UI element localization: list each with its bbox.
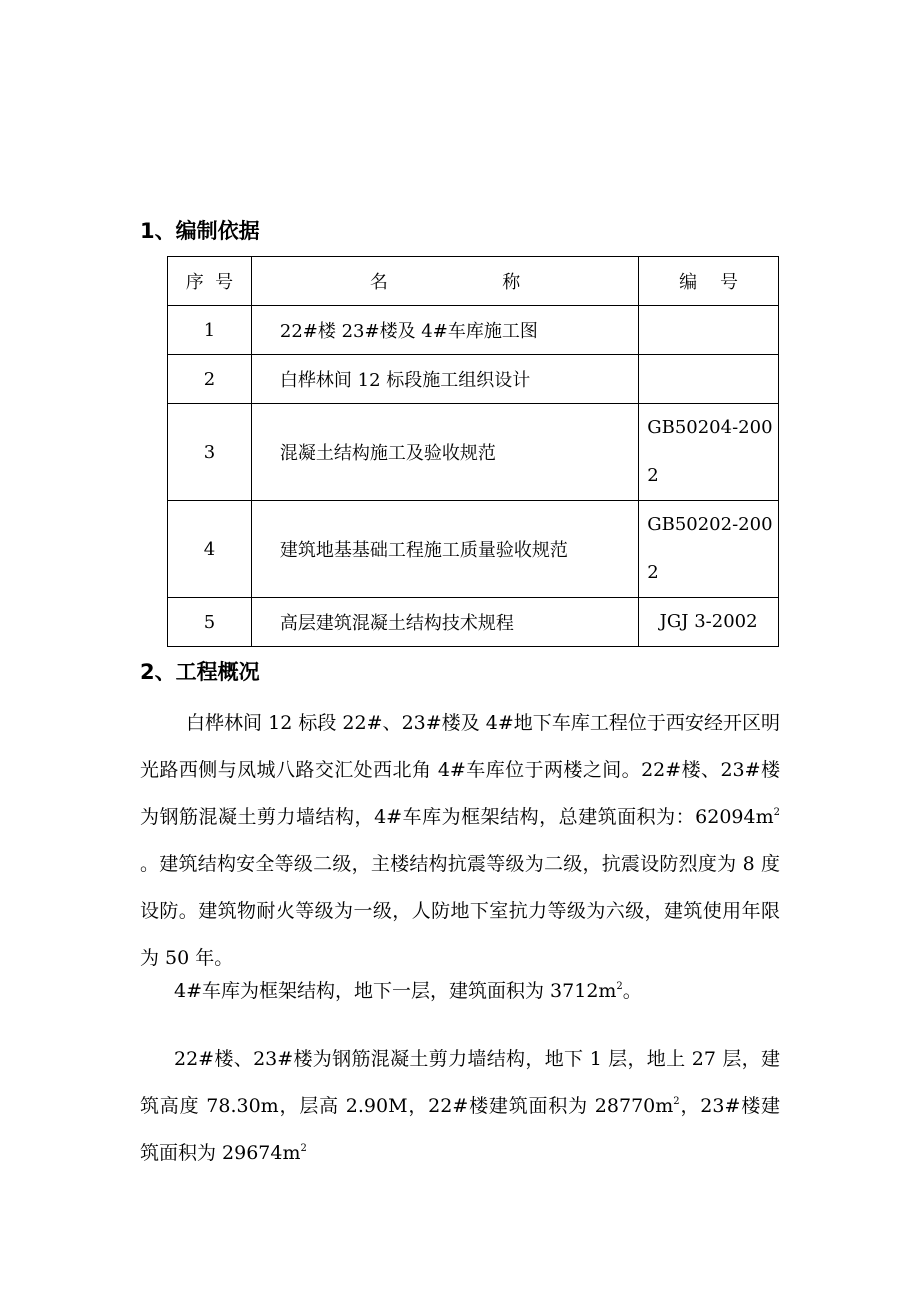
superscript: 2	[673, 1096, 680, 1107]
header-no: 序 号	[168, 257, 252, 306]
row-name: 混凝土结构施工及验收规范	[251, 404, 638, 501]
row-code: GB50204-2002	[639, 404, 779, 501]
garage-text-tail: 。	[622, 980, 642, 1002]
row-name: 白桦林间 12 标段施工组织设计	[251, 355, 638, 404]
towers-paragraph	[140, 1036, 780, 1177]
row-name: 建筑地基基础工程施工质量验收规范	[251, 501, 638, 598]
overview-text-tail: 。建筑结构安全等级二级，主楼结构抗震等级为二级，抗震设防烈度为 8 度设防。建筑物耐火等级为一级，人防地下室抗力等级为六级，建筑使用年限为 50 年。	[140, 853, 780, 969]
garage-paragraph	[140, 968, 780, 1015]
row-no: 2	[168, 355, 252, 404]
header-name: 名 称	[251, 257, 638, 306]
row-code: GB50202-2002	[639, 501, 779, 598]
section-2-title: 2、工程概况	[140, 660, 260, 684]
table-row	[168, 501, 779, 598]
row-code	[639, 355, 779, 404]
table-header-row	[168, 257, 779, 306]
row-no: 3	[168, 404, 252, 501]
superscript: 2	[300, 1143, 307, 1154]
row-code	[639, 306, 779, 355]
towers-text-mid: ，23#楼建筑面积为 29674m	[140, 1095, 781, 1164]
row-no: 4	[168, 501, 252, 598]
section-1-title: 1、编制依据	[140, 219, 260, 243]
towers-text: 22#楼、23#楼为钢筋混凝土剪力墙结构，地下 1 层，地上 27 层，建筑高度 78.30m，层高 2.90M，22#楼建筑面积为 28770m	[140, 1048, 780, 1117]
garage-text: 4#车库为框架结构，地下一层，建筑面积为 3712m	[174, 980, 617, 1002]
row-name: 22#楼 23#楼及 4#车库施工图	[251, 306, 638, 355]
header-code: 编 号	[639, 257, 779, 306]
row-name: 高层建筑混凝土结构技术规程	[251, 598, 638, 647]
basis-table	[167, 256, 779, 647]
superscript: 2	[773, 807, 780, 818]
table-row	[168, 306, 779, 355]
overview-paragraph	[140, 700, 780, 982]
table-row	[168, 404, 779, 501]
row-no: 5	[168, 598, 252, 647]
row-code: JGJ 3-2002	[639, 598, 779, 647]
overview-text: 白桦林间 12 标段 22#、23#楼及 4#地下车库工程位于西安经开区明光路西侧与凤城八路交汇处西北角 4#车库位于两楼之间。22#楼、23#楼为钢筋混凝土剪力墙结构，4#车库为框架结构，总建筑面积为：62094m	[140, 712, 780, 828]
table-row	[168, 598, 779, 647]
row-no: 1	[168, 306, 252, 355]
table-row	[168, 355, 779, 404]
superscript: 2	[616, 981, 623, 992]
